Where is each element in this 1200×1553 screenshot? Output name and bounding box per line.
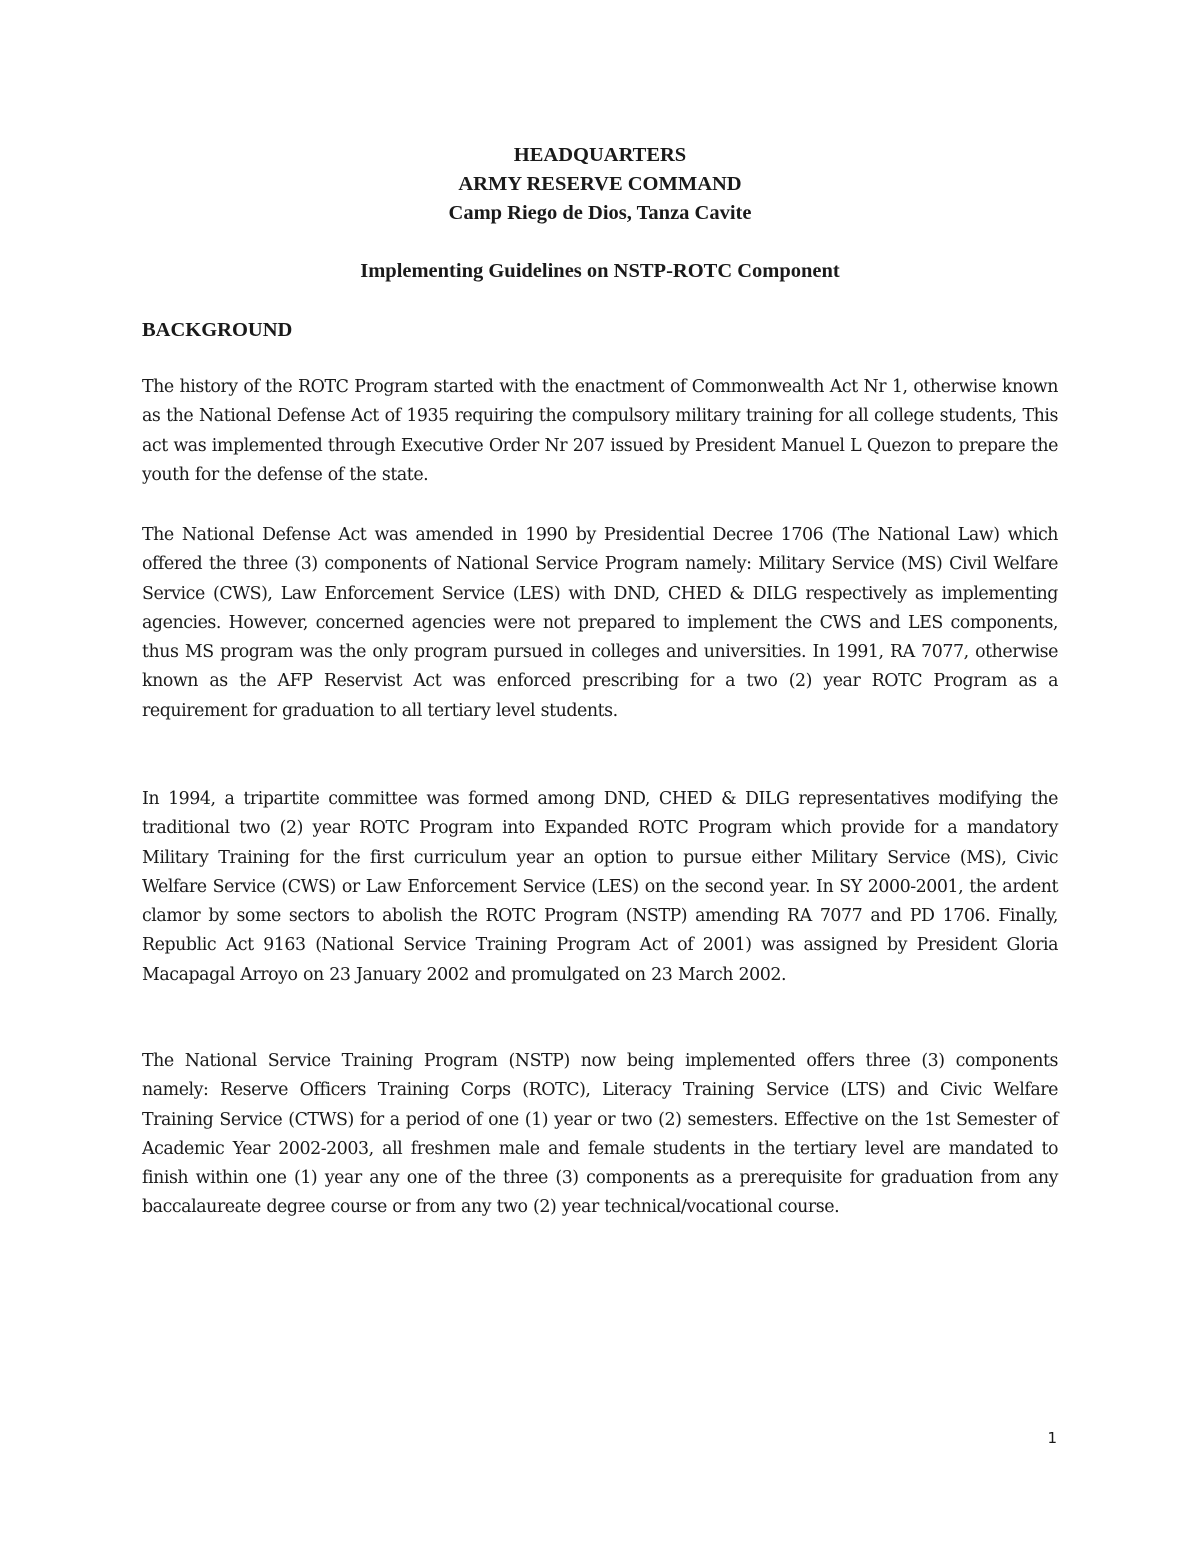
section-heading-background: BACKGROUND: [142, 319, 293, 341]
paragraph: The National Service Training Program (NSTP) now being implemented offers three (3) components namely: Reserve Officers Training Corps (ROTC), Literacy Training Service (LTS) and Civic Welfare Training Service (CTWS) for a period of one (1) year or two (2) semesters. Effective on the 1st Semester of Academic Year 2002-2003, all freshmen male and female students in the tertiary level are mandated to finish within one (1) year any one of the three (3) components as a prerequisite for graduation from any baccalaureate degree course or from any two (2) year technical/vocational course.: [142, 1051, 1058, 1218]
letterhead-command: ARMY RESERVE COMMAND: [458, 173, 742, 195]
paragraph: In 1994, a tripartite committee was formed among DND, CHED & DILG representatives modifying the traditional two (2) year ROTC Program into Expanded ROTC Program which provide for a mandatory Military Training for the first curriculum year an option to pursue either Military Service (MS), Civic Welfare Service (CWS) or Law Enforcement Service (LES) on the second year. In SY 2000-2001, the ardent clamor by some sectors to abolish the ROTC Program (NSTP) amending RA 7077 and PD 1706. Finally, Republic Act 9163 (National Service Training Program Act of 2001) was assigned by President Gloria Macapagal Arroyo on 23 January 2002 and promulgated on 23 March 2002.: [142, 789, 1058, 985]
letterhead: [142, 141, 1058, 228]
page-number: 1: [1047, 1429, 1057, 1447]
document-title: Implementing Guidelines on NSTP-ROTC Component: [360, 260, 840, 282]
paragraph: The National Defense Act was amended in 1990 by Presidential Decree 1706 (The National Law) which offered the three (3) components of National Service Program namely: Military Service (MS) Civil Welfare Service (CWS), Law Enforcement Service (LES) with DND, CHED & DILG respectively as implementing agencies. However, concerned agencies were not prepared to implement the CWS and LES components, thus MS program was the only program pursued in colleges and universities. In 1991, RA 7077, otherwise known as the AFP Reservist Act was enforced prescribing for a two (2) year ROTC Program as a requirement for graduation to all tertiary level students.: [142, 525, 1058, 721]
letterhead-headquarters: HEADQUARTERS: [513, 144, 687, 166]
paragraph: The history of the ROTC Program started with the enactment of Commonwealth Act Nr 1, otherwise known as the National Defense Act of 1935 requiring the compulsory military training for all college students, This act was implemented through Executive Order Nr 207 issued by President Manuel L Quezon to prepare the youth for the defense of the state.: [142, 377, 1058, 485]
letterhead-location: Camp Riego de Dios, Tanza Cavite: [448, 202, 752, 224]
